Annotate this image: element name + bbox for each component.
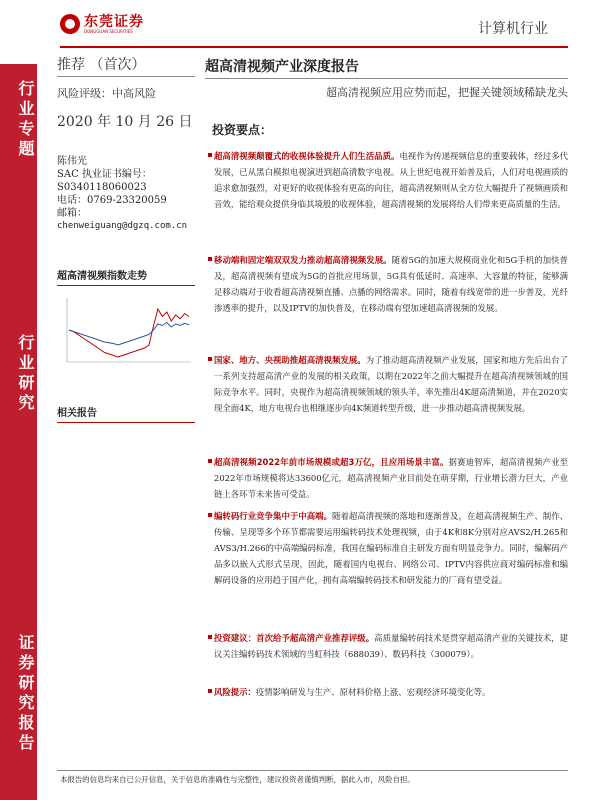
key-point — [214, 684, 568, 700]
key-point-body: 据赛迪智库，超高清视频产业至2022年市场规模将达33600亿元，超高清视频产业目前处在萌芽期，行业增长潜力巨大，产业链上各环节未来皆可受益。 — [214, 457, 568, 499]
key-point-body: 疫情影响研发与生产、原材料价格上涨、宏观经济环境变化等。 — [255, 687, 491, 697]
footer-divider — [57, 770, 568, 771]
key-point-body: 电视作为传递视频信息的重要载体，经过多代发展，已从黑白模拟电视演进到超高清数字电视。从上世纪电视开始普及后，人们对电视画质的追求愈加强烈，对更好的收视体验有更高的向往，超高清视频则从全方位大幅提升了视频画质和音效，能给观众提供身临其境般的收视体验，超高清视频的发展将给人们带来更高质量的生活。 — [214, 151, 569, 209]
key-point-body: 为了推动超高清视频产业发展，国家和地方先后出台了一系列支持超高清产业的发展的相关政策，以期在2022年之前大幅提升在超高清视频领域的国际竞争水平。同时，央视作为超高清视频领域的领头羊，率先推出4K超高清频道，并在2020实现全面4K，地方电视台也相继逐步向4K频道转型升级，进一步推动超高清视频发展。 — [214, 355, 569, 413]
analyst-sac-no: S0340118060023 — [57, 182, 147, 193]
rating: 推荐 （首次） — [57, 57, 146, 73]
rating-divider — [57, 76, 195, 77]
analyst-info — [57, 155, 195, 233]
key-point — [214, 252, 568, 316]
bullet-icon — [208, 513, 212, 517]
title-divider — [205, 78, 568, 79]
key-point-body: 高质量编转码技术是贯穿超高清产业的关键技术，建议关注编转码技术领域的当虹科技（688039）、数码科技（300079）。 — [214, 633, 569, 659]
disclaimer: 本报告的信息均来自已公开信息，关于信息的准确性与完整性，建议投资者谨慎判断，据此入市，风险自担。 — [60, 775, 415, 784]
key-point-heading: 超高清视频2022年前市场规模或超3万亿，且应用场景丰富。 — [214, 457, 449, 467]
index-chart-svg — [57, 292, 195, 372]
header-divider — [60, 46, 568, 48]
key-point — [214, 508, 568, 588]
analyst-sac-label: SAC 执业证书编号： — [57, 169, 152, 180]
logo-icon — [60, 14, 80, 34]
analyst-phone: 电话：0769-23320059 — [57, 195, 167, 206]
key-point — [214, 352, 568, 416]
key-point-heading: 移动端和固定端双双发力推动超高清视频发展。 — [214, 255, 392, 265]
key-point-heading: 投资建议：首次给予超高清产业推荐评级。 — [214, 633, 375, 643]
chart-title: 超高清视频指数走势 — [57, 267, 195, 286]
key-point-heading: 风险提示： — [214, 687, 256, 697]
left-column — [57, 54, 195, 423]
side-bar — [0, 64, 37, 800]
analyst-name: 陈伟光 — [57, 156, 87, 167]
logo-name-cn: 东莞证券 — [84, 13, 144, 30]
bullet-icon — [208, 257, 212, 261]
key-point-heading: 超高清视频颠覆式的收视体验提升人们生活品质。 — [214, 151, 400, 161]
key-point-heading: 编转码行业竞争集中于中高端。 — [214, 511, 333, 521]
bullet-icon — [208, 459, 212, 463]
report-date: 2020 年 10 月 26 日 — [57, 114, 193, 130]
side-label-topic: 行业专题 — [16, 80, 35, 160]
analyst-email-label: 邮箱： — [57, 208, 87, 219]
key-point — [214, 454, 568, 502]
key-point-heading: 国家、地方、央视助推超高清视频发展。 — [214, 355, 366, 365]
related-reports-title: 相关报告 — [57, 404, 195, 423]
report-subtitle: 超高清视频应用应势而起，把握关键领域稀缺龙头 — [326, 86, 568, 99]
chart-series-line-1 — [69, 323, 189, 346]
bullet-icon — [208, 357, 212, 361]
side-label-securities-report: 证券研究报告 — [16, 634, 35, 754]
key-points-heading: 投资要点： — [212, 123, 273, 137]
bullet-icon — [208, 635, 212, 639]
company-logo — [60, 14, 144, 34]
analyst-email[interactable]: chenweiguang@dgzq.com.cn — [57, 221, 188, 231]
industry-label: 计算机行业 — [478, 21, 548, 37]
logo-name-en: DONGGUAN SECURITIES — [84, 28, 133, 34]
index-chart — [57, 292, 195, 372]
report-title: 超高清视频产业深度报告 — [205, 59, 359, 75]
key-point — [214, 630, 568, 662]
chart-series-line-0 — [69, 309, 189, 357]
bullet-icon — [208, 689, 212, 693]
page-header — [0, 0, 600, 48]
risk-rating: 风险评级：中高风险 — [57, 87, 156, 100]
bullet-icon — [208, 153, 212, 157]
key-point-body: 随着5G的加速大规模商业化和5G手机的加快普及，超高清视频有望成为5G的首批应用场景，5G具有低延时、高速率、大容量的特征，能够满足移动端对于收看超高清视频直播、点播的网络需求。同时，随着有线宽带的进一步普及，光纤渗透率的提升，以及IPTV的加快普及，在移动端有望加速超高清视频的发展。 — [214, 255, 568, 313]
side-label-research: 行业研究 — [16, 334, 35, 414]
key-point-body: 随着超高清视频的落地和逐渐普及，在超高清视频生产、制作、传输、呈现等多个环节都需要运用编转码技术处理视频，由于4K和8K分别对应AVS2/H.265和AVS3/H.266的中高端编码标准，我国在编码标准自主研发方面有明显竞争力。同时，编解码产品多以嵌入式形式呈现，因此，随着国内电视台、网络公司、IPTV内容供应商对编码标准和编解码设备的应用趋于国产化，拥有高端编转码技术和研发能力的厂商有望受益。 — [214, 511, 569, 585]
key-point — [214, 148, 568, 212]
chart-series-group — [69, 309, 189, 357]
